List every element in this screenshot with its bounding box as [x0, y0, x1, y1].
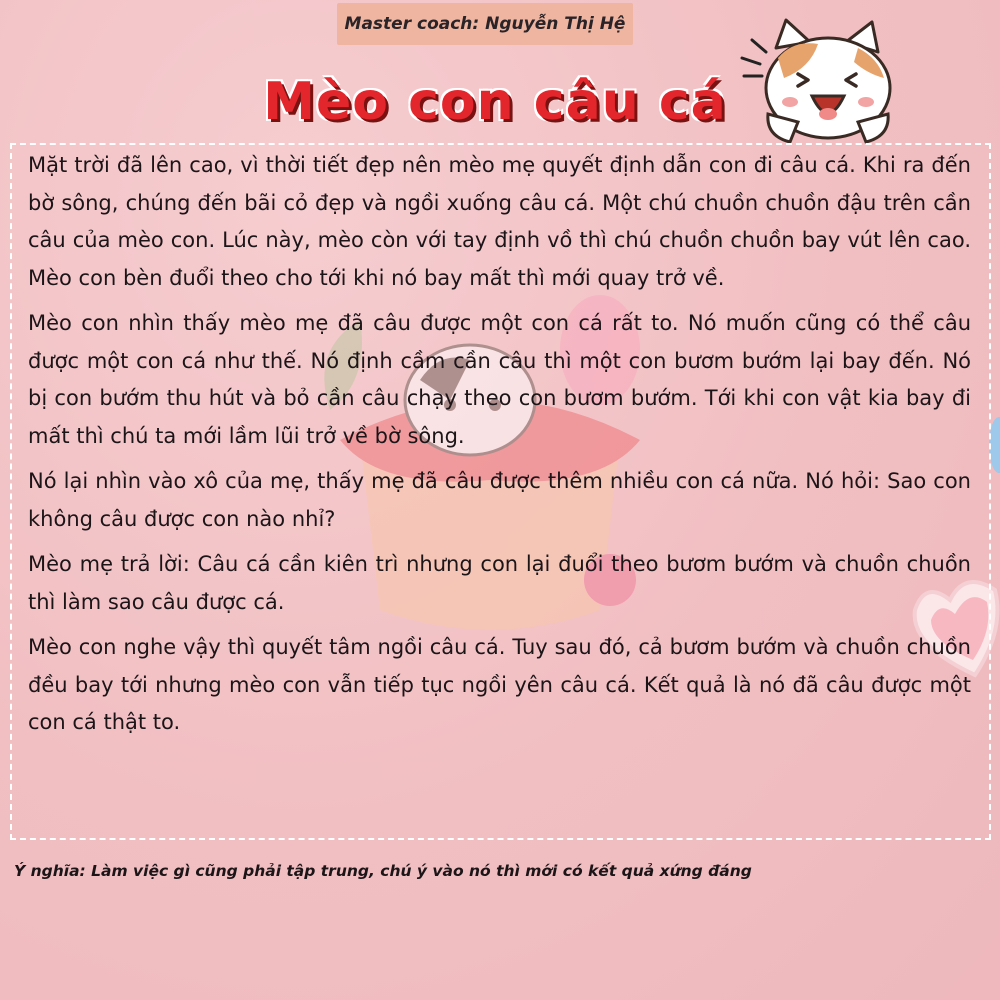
story-paragraph-5: Mèo con nghe vậy thì quyết tâm ngồi câu cá. Tuy sau đó, cả bươm bướm và chuồn chuồn đều bay tới nhưng mèo con vẫn tiếp tục ngồi yên câu cá. Kết quả là nó đã câu được một con cá thật to. [28, 635, 971, 734]
coach-badge: Master coach: Nguyễn Thị Hệ [337, 3, 633, 45]
laughing-cat-icon [738, 18, 898, 148]
story-paragraph-4: Mèo mẹ trả lời: Câu cá cần kiên trì nhưng con lại đuổi theo bươm bướm và chuồn chuồn thì làm sao câu được cá. [28, 552, 971, 614]
story-paragraph-1: Mặt trời đã lên cao, vì thời tiết đẹp nên mèo mẹ quyết định dẫn con đi câu cá. Khi ra đến bờ sông, chúng đến bãi cỏ đẹp và ngồi xuống câu cá. Một chú chuồn chuồn đậu trên cần câu của mèo con. Lúc này, mèo còn với tay định vồ thì chú chuồn chuồn bay vút lên cao. Mèo con bèn đuổi theo cho tới khi nó bay mất thì mới quay trở về. [28, 153, 971, 290]
story-paragraph-3: Nó lại nhìn vào xô của mẹ, thấy mẹ đã câu được thêm nhiều con cá nữa. Nó hỏi: Sao con không câu được con nào nhỉ? [28, 469, 971, 531]
story-box [10, 143, 991, 840]
story-title: Mèo con câu cá [263, 72, 727, 132]
story-paragraph-2: Mèo con nhìn thấy mèo mẹ đã câu được một con cá rất to. Nó muốn cũng có thể câu được một con cá như thế. Nó định cầm cần câu thì một con bươm bướm lại bay đến. Nó bị con bướm thu hút và bỏ cần câu chạy theo con bươm bướm. Tới khi con vật kia bay đi mất thì chú ta mới lầm lũi trở về bờ sông. [28, 311, 971, 448]
story-moral: Ý nghĩa: Làm việc gì cũng phải tập trung, chú ý vào nó thì mới có kết quả xứng đáng [14, 862, 752, 880]
